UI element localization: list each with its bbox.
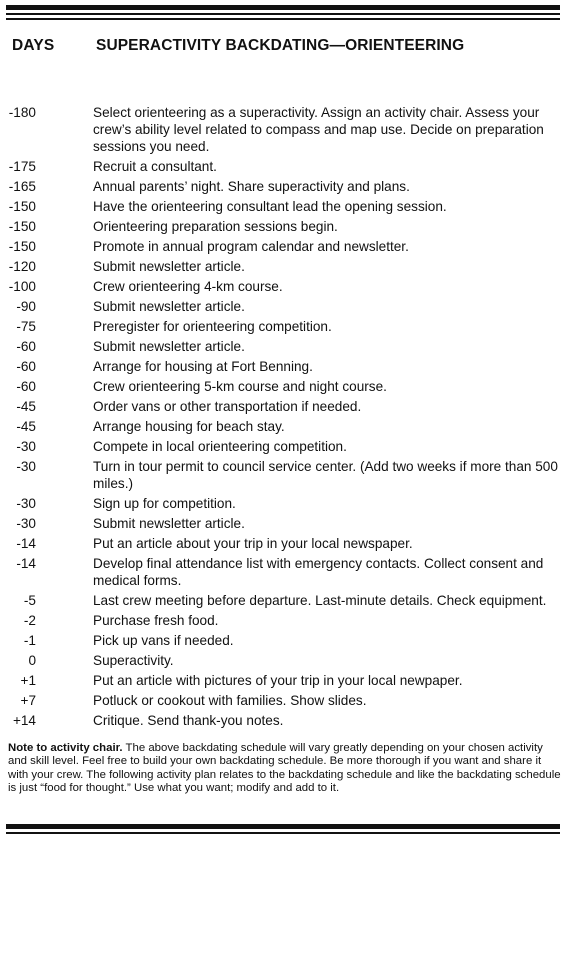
schedule-row bbox=[0, 712, 588, 729]
schedule-row-day: -5 bbox=[23, 593, 36, 608]
schedule-row-task: Crew orienteering 5-km course and night course. bbox=[93, 379, 387, 394]
schedule-row-task: Select orienteering as a superactivity. Assign an activity chair. Assess your crew’s ability level related to compass and map use. Decide on preparation sessions you need. bbox=[93, 105, 544, 154]
schedule-row-day: -2 bbox=[23, 613, 36, 628]
schedule-row bbox=[0, 398, 588, 415]
schedule-row-day: -14 bbox=[16, 536, 36, 551]
note-label: Note to activity chair. bbox=[8, 742, 123, 754]
schedule-row-day: 0 bbox=[28, 653, 36, 668]
schedule-row bbox=[0, 535, 588, 552]
schedule-row-day: +14 bbox=[12, 713, 36, 728]
schedule-row-day: -45 bbox=[16, 419, 36, 434]
schedule-row-day: -60 bbox=[16, 379, 36, 394]
schedule-row bbox=[0, 298, 588, 315]
schedule-row-task: Purchase fresh food. bbox=[93, 613, 219, 628]
schedule-row bbox=[0, 158, 588, 175]
schedule-row bbox=[0, 515, 588, 532]
schedule-row-task: Submit newsletter article. bbox=[93, 259, 245, 274]
schedule-row bbox=[0, 278, 588, 295]
schedule-row-day: -30 bbox=[16, 439, 36, 454]
schedule-row bbox=[0, 358, 588, 375]
schedule-row bbox=[0, 652, 588, 669]
schedule-row-task: Order vans or other transportation if needed. bbox=[93, 399, 362, 414]
note-text: The above backdating schedule will vary greatly depending on your chosen activity and skill level. Feel free to build your own backdating schedule. Be more thorough if you want and share it with your crew. The following activity plan relates to the backdating schedule and like the backdating schedule is just “food for thought.” Use what you want; modify and add to it. bbox=[8, 742, 561, 795]
schedule-row-task: Turn in tour permit to council service center. (Add two weeks if more than 500 miles.) bbox=[93, 459, 558, 491]
schedule-row bbox=[0, 238, 588, 255]
schedule-row-task: Put an article about your trip in your local newspaper. bbox=[93, 536, 413, 551]
schedule-row-task: Have the orienteering consultant lead the opening session. bbox=[93, 199, 447, 214]
schedule-row bbox=[0, 632, 588, 649]
schedule-row-day: -14 bbox=[16, 556, 36, 571]
schedule-row-task: Arrange for housing at Fort Benning. bbox=[93, 359, 313, 374]
bottom-divider-rule bbox=[6, 824, 560, 834]
schedule-row-day: -180 bbox=[8, 105, 36, 120]
schedule-row-task: Submit newsletter article. bbox=[93, 299, 245, 314]
schedule-row-task: Sign up for competition. bbox=[93, 496, 236, 511]
schedule-row-task: Preregister for orienteering competition. bbox=[93, 319, 332, 334]
schedule-row bbox=[0, 418, 588, 435]
schedule-row-day: -165 bbox=[8, 179, 36, 194]
schedule-row bbox=[0, 378, 588, 395]
schedule-row-task: Arrange housing for beach stay. bbox=[93, 419, 285, 434]
schedule-row-day: -150 bbox=[8, 239, 36, 254]
schedule-row-day: -30 bbox=[16, 496, 36, 511]
schedule-row bbox=[0, 612, 588, 629]
schedule-row-task: Orienteering preparation sessions begin. bbox=[93, 219, 338, 234]
schedule-row-day: +1 bbox=[20, 673, 36, 688]
schedule-row-task: Recruit a consultant. bbox=[93, 159, 217, 174]
schedule-row bbox=[0, 338, 588, 355]
schedule-row bbox=[0, 438, 588, 455]
schedule-row-day: -30 bbox=[16, 516, 36, 531]
schedule-row-day: -120 bbox=[8, 259, 36, 274]
schedule-row bbox=[0, 495, 588, 512]
schedule-row-task: Last crew meeting before departure. Last-minute details. Check equipment. bbox=[93, 593, 547, 608]
schedule-row-day: -45 bbox=[16, 399, 36, 414]
schedule-row bbox=[0, 458, 588, 492]
schedule-row bbox=[0, 555, 588, 589]
schedule-row bbox=[0, 218, 588, 235]
schedule-row-task: Submit newsletter article. bbox=[93, 339, 245, 354]
schedule-row-day: -75 bbox=[16, 319, 36, 334]
schedule-row-task: Promote in annual program calendar and newsletter. bbox=[93, 239, 409, 254]
schedule-row bbox=[0, 692, 588, 709]
schedule-row-day: -175 bbox=[8, 159, 36, 174]
schedule-row bbox=[0, 198, 588, 215]
schedule-row-task: Pick up vans if needed. bbox=[93, 633, 234, 648]
schedule-row-day: -60 bbox=[16, 339, 36, 354]
top-divider-rule bbox=[6, 5, 560, 20]
schedule-row bbox=[0, 592, 588, 609]
schedule-row-day: -100 bbox=[8, 279, 36, 294]
schedule-row-task: Potluck or cookout with families. Show slides. bbox=[93, 693, 367, 708]
schedule-row-task: Put an article with pictures of your trip in your local newpaper. bbox=[93, 673, 463, 688]
schedule-row bbox=[0, 258, 588, 275]
schedule-row-task: Annual parents’ night. Share superactivity and plans. bbox=[93, 179, 410, 194]
days-column-header: DAYS bbox=[12, 37, 55, 54]
schedule-row-day: -1 bbox=[23, 633, 36, 648]
schedule-row bbox=[0, 178, 588, 195]
schedule-row-task: Compete in local orienteering competition. bbox=[93, 439, 347, 454]
schedule-row-task: Crew orienteering 4-km course. bbox=[93, 279, 283, 294]
schedule-row-day: -150 bbox=[8, 199, 36, 214]
schedule-row-task: Superactivity. bbox=[93, 653, 174, 668]
schedule-row-task: Develop final attendance list with emergency contacts. Collect consent and medical forms. bbox=[93, 556, 544, 588]
schedule-row-day: -90 bbox=[16, 299, 36, 314]
schedule-row-task: Critique. Send thank-you notes. bbox=[93, 713, 284, 728]
schedule-row-day: -30 bbox=[16, 459, 36, 474]
backdating-schedule-list bbox=[0, 104, 588, 732]
schedule-row-task: Submit newsletter article. bbox=[93, 516, 245, 531]
schedule-row-day: -60 bbox=[16, 359, 36, 374]
schedule-row bbox=[0, 672, 588, 689]
schedule-row bbox=[0, 104, 588, 155]
schedule-row-day: +7 bbox=[20, 693, 36, 708]
schedule-row bbox=[0, 318, 588, 335]
activity-chair-note bbox=[8, 742, 564, 796]
schedule-row-day: -150 bbox=[8, 219, 36, 234]
page-title: SUPERACTIVITY BACKDATING—ORIENTEERING bbox=[96, 37, 465, 54]
